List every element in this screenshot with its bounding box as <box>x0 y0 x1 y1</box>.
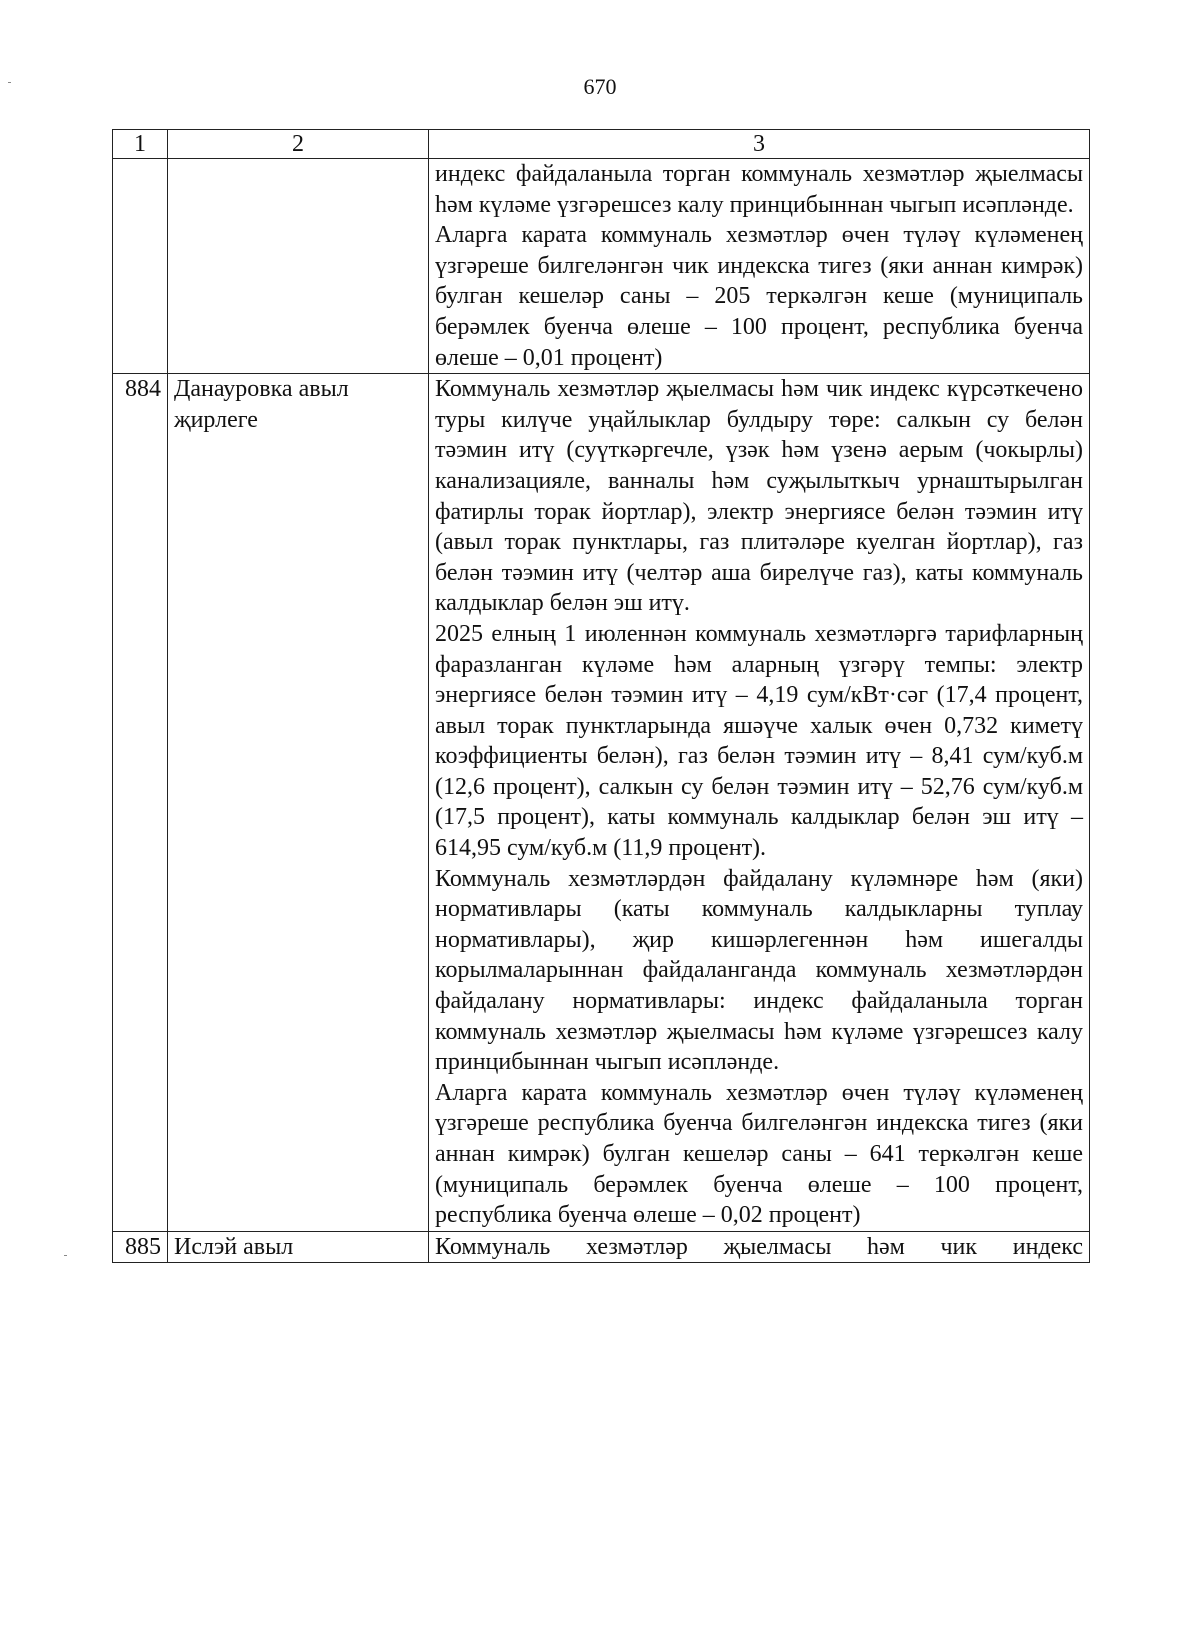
column-header-description: 3 <box>429 130 1090 159</box>
header-row <box>113 130 1090 159</box>
table-row <box>113 1231 1090 1263</box>
municipality-name <box>168 159 429 374</box>
municipality-name: Данауровка авыл җирлеге <box>168 374 429 1232</box>
description-paragraph: индекс файдаланыла торган коммуналь хезмәтләр җыелмасы һәм күләме үзгәрешсез калу принцибыннан чыгып исәпләнде. <box>435 161 1083 218</box>
description-paragraph: 2025 елның 1 июленнән коммуналь хезмәтләргә тарифларның фаразланган күләме һәм аларның үзгәрү темпы: электр энергиясе белән тәэмин итү – 4,19 сум/кВт·сәг (17,4 процент, авыл торак пунктларында яшәүче халык өчен 0,732 киметү коэффициенты белән), газ белән тәэмин итү – 8,41 сум/куб.м (12,6 процент), салкын су белән тәэмин итү – 52,76 сум/куб.м (17,5 процент), каты коммуналь калдыклар белән эш итү – 614,95 сум/куб.м (11,9 процент). <box>435 620 1083 862</box>
description-paragraph: Аларга карата коммуналь хезмәтләр өчен түләү күләменең үзгәреше билгеләнгән чик индекска тигез (яки аннан кимрәк) булган кешеләр саны – 205 теркәлгән кеше (муниципаль берәмлек буенча өлеше – 100 процент, республика буенча өлеше – 0,01 процент) <box>435 222 1083 371</box>
column-header-name: 2 <box>168 130 429 159</box>
description-paragraph: Коммуналь хезмәтләр җыелмасы һәм чик индекс күрсәткечено туры килүче уңайлыклар булдыру төре: салкын су белән тәэмин итү (суүткәргечле, үзәк һәм үзенә аерым (чокырлы) канализацияле, ванналы һәм суҗылыткыч урнаштырылган фатирлы торак йортлар), электр энергиясе белән тәэмин итү (авыл торак пунктлары, газ плитәләре куелган йортлар), газ белән тәэмин итү (челтәр аша бирелүче газ), каты коммуналь калдыклар белән эш итү. <box>435 376 1083 617</box>
description-cell <box>429 159 1090 374</box>
scan-mark <box>64 1255 67 1256</box>
table-row <box>113 374 1090 1232</box>
row-number <box>113 159 168 374</box>
description-cell <box>429 1231 1090 1263</box>
description-paragraph: Коммуналь хезмәтләрдән файдалану күләмнәре һәм (яки) нормативлары (каты коммуналь калдыкларны туплау нормативлары), җир кишәрлегеннән һәм ишегалды корылмаларыннан файдаланганда коммуналь хезмәтләрдән файдалану нормативлары: индекс файдаланыла торган коммуналь хезмәтләр җыелмасы һәм күләме үзгәрешсез калу принцибыннан чыгып исәпләнде. <box>435 865 1083 1076</box>
description-paragraph: Аларга карата коммуналь хезмәтләр өчен түләү күләменең үзгәреше республика буенча билгеләнгән индекска тигез (яки аннан кимрәк) булган кешеләр саны – 641 теркәлгән кеше (муниципаль берәмлек буенча өлеше – 100 процент, республика буенча өлеше – 0,02 процент) <box>435 1079 1083 1229</box>
table-row <box>113 159 1090 374</box>
municipality-name: Ислэй авыл <box>168 1231 429 1263</box>
description-cell <box>429 374 1090 1232</box>
row-number: 885 <box>113 1231 168 1263</box>
row-number: 884 <box>113 374 168 1232</box>
page-number: 670 <box>583 74 617 99</box>
description-paragraph: Коммуналь хезмәтләр җыелмасы һәм чик индекс <box>435 1233 1083 1260</box>
municipality-table <box>112 129 1090 1263</box>
column-header-number: 1 <box>113 130 168 159</box>
